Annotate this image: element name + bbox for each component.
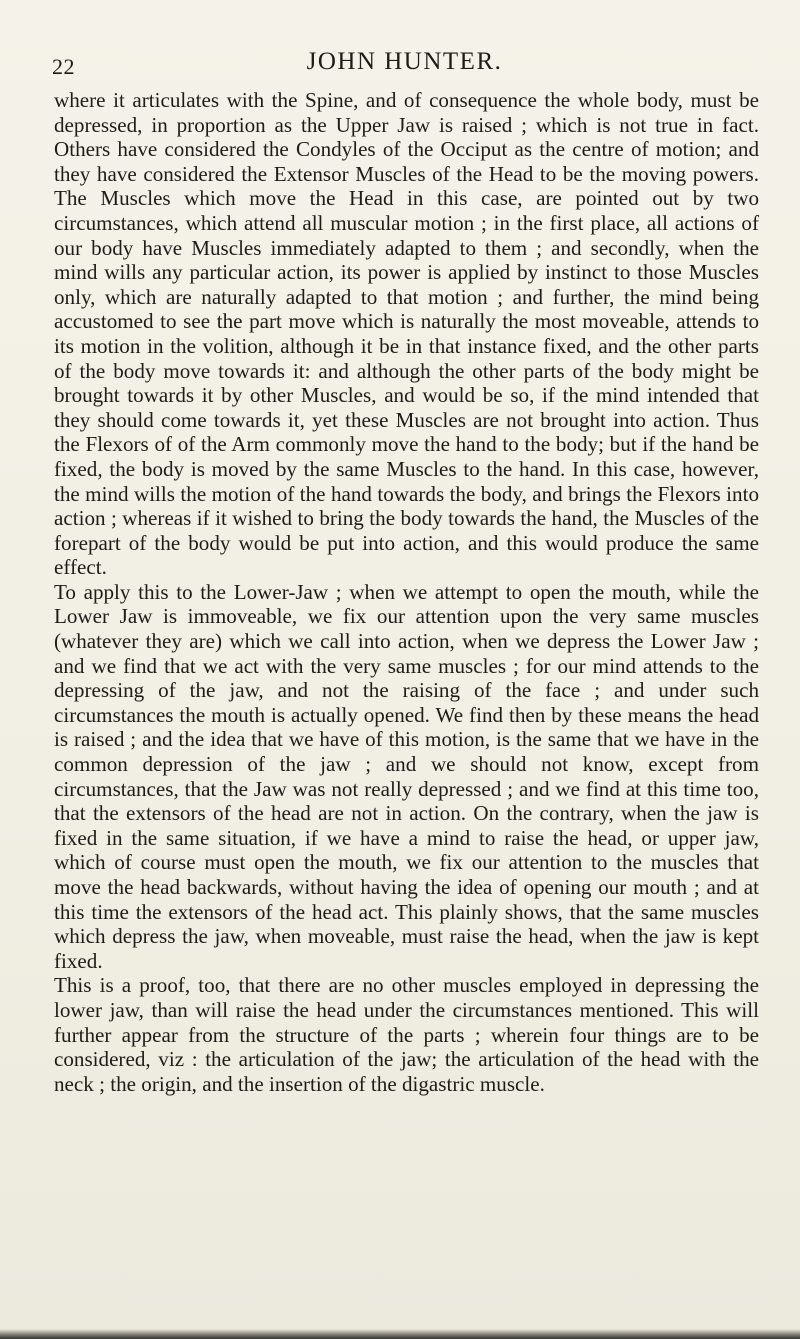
running-head: JOHN HUNTER. [306, 48, 503, 75]
page-number: 22 [52, 54, 75, 79]
page-bottom-edge [0, 1329, 800, 1339]
paragraph-3: This is a proof, too, that there are no other muscles employed in depressing the lower jaw, than will raise the head under the circumstances mentioned. This will further appear from the structure of the parts ; wherein four things are to be considered, viz : the articulation of the jaw; the articulation of the head with the neck ; the origin, and the insertion of the digastric muscle. [54, 973, 759, 1096]
paragraph-2: To apply this to the Lower-Jaw ; when we attempt to open the mouth, while the Lower Jaw is immoveable, we fix our attention upon the very same muscles (whatever they are) which we call into action, when we depress the Lower Jaw ; and we find that we act with the very same muscles ; for our mind attends to the depressing of the jaw, and not the raising of the face ; and under such circumstances the mouth is actually opened. We find then by these means the head is raised ; and the idea that we have of this motion, is the same that we have in the common depression of the jaw ; and we should not know, except from circumstances, that the Jaw was not really depressed ; and we find at this time too, that the extensors of the head are not in action. On the contrary, when the jaw is fixed in the same situation, if we have a mind to raise the head, or upper jaw, which of course must open the mouth, we fix our attention to the muscles that move the head backwards, without having the idea of opening our mouth ; and at this time the extensors of the head act. This plainly shows, that the same muscles which depress the jaw, when moveable, must raise the head, when the jaw is kept fixed. [54, 579, 759, 973]
paragraph-1: where it articulates with the Spine, and of consequence the whole body, must be depressed, in proportion as the Upper Jaw is raised ; which is not true in fact. Others have considered the Condyles of the Occiput as the centre of motion; and they have considered the Extensor Muscles of the Head to be the moving powers. The Muscles which move the Head in this case, are pointed out by two circumstances, which attend all muscular motion ; in the first place, all actions of our body have Muscles immediately adapted to them ; and secondly, when the mind wills any particular action, its power is applied by instinct to those Muscles only, which are naturally adapted to that motion ; and further, the mind being accustomed to see the part move which is naturally the most moveable, attends to its motion in the volition, although it be in that instance fixed, and the other parts of the body move towards it: and although the other parts of the body might be brought towards it by other Muscles, and would be so, if the mind intended that they should come towards it, yet these Muscles are not brought into action. Thus the Flexors of of the Arm commonly move the hand to the body; but if the hand be fixed, the body is moved by the same Muscles to the hand. In this case, however, the mind wills the motion of the hand towards the body, and brings the Flexors into action ; whereas if it wished to bring the body towards the hand, the Muscles of the forepart of the body would be put into action, and this would produce the same effect. [54, 88, 759, 580]
page-header [52, 48, 757, 82]
body-text [54, 88, 759, 1096]
